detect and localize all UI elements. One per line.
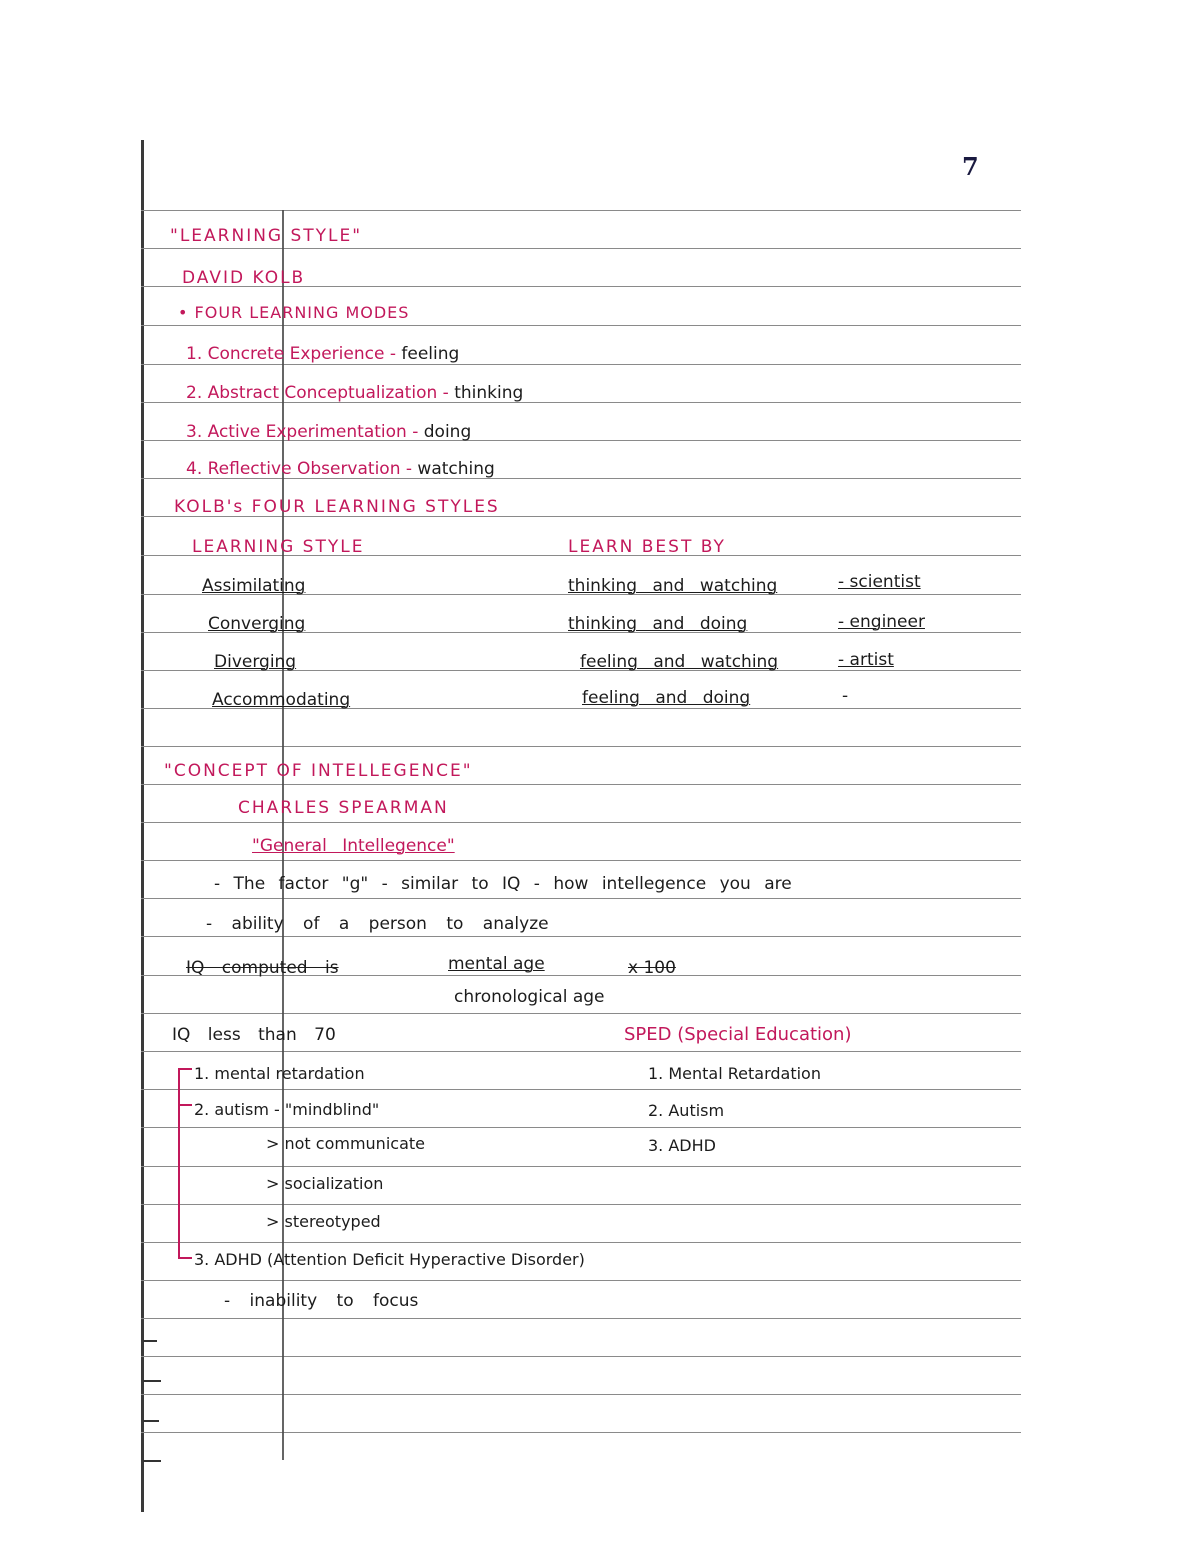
mode-value: watching bbox=[417, 459, 495, 479]
rule-line bbox=[141, 1089, 1021, 1090]
autism-trait: > not communicate bbox=[266, 1134, 425, 1153]
rule-line bbox=[141, 1166, 1021, 1167]
mode-value: feeling bbox=[401, 344, 460, 364]
style-role: - scientist bbox=[838, 572, 921, 592]
page-number: 7 bbox=[962, 152, 979, 181]
binding-mark bbox=[143, 1380, 161, 1382]
autism-trait: > stereotyped bbox=[266, 1212, 381, 1231]
sped-item: 1. Mental Retardation bbox=[648, 1064, 821, 1083]
rule-line bbox=[141, 364, 1021, 365]
mode-value: thinking bbox=[454, 383, 524, 403]
bracket-tick bbox=[178, 1257, 192, 1259]
adhd-full-name: Attention Deficit Hyperactive Disorder) bbox=[273, 1250, 585, 1269]
adhd-prefix: 3. ADHD ( bbox=[194, 1250, 274, 1269]
rule-line bbox=[141, 784, 1021, 785]
rule-line bbox=[141, 1394, 1021, 1395]
author-kolb: DAVID KOLB bbox=[182, 268, 306, 288]
rule-line bbox=[141, 1318, 1021, 1319]
mode-label: 1. Concrete Experience - bbox=[186, 344, 396, 364]
bracket-tick bbox=[178, 1068, 192, 1070]
mode-label: 3. Active Experimentation - bbox=[186, 422, 419, 442]
iq-computed-label: IQ computed is bbox=[186, 958, 339, 978]
sped-item: 2. Autism bbox=[648, 1101, 725, 1120]
rule-line bbox=[141, 248, 1021, 249]
binding-mark bbox=[143, 1340, 157, 1342]
col-header-style: LEARNING STYLE bbox=[192, 537, 365, 557]
iq-numerator: mental age bbox=[448, 954, 545, 974]
list-item-mental-retardation: 1. mental retardation bbox=[194, 1064, 365, 1083]
page-binding-edge bbox=[141, 140, 144, 1512]
col-header-best: LEARN BEST BY bbox=[568, 537, 726, 557]
rule-line bbox=[141, 1280, 1021, 1281]
mode-label: 2. Abstract Conceptualization - bbox=[186, 383, 449, 403]
bracket-tick bbox=[178, 1104, 192, 1106]
autism-trait: > socialization bbox=[266, 1174, 384, 1193]
adhd-trait: - inability to focus bbox=[224, 1291, 419, 1311]
subtitle-general-intelligence: "General Intellegence" bbox=[252, 836, 455, 856]
style-name: Accommodating bbox=[212, 690, 351, 710]
binding-mark bbox=[143, 1420, 159, 1422]
section-title-learning-style: "LEARNING STYLE" bbox=[170, 226, 363, 246]
rule-line bbox=[141, 898, 1021, 899]
rule-line bbox=[141, 1432, 1021, 1433]
rule-line bbox=[141, 1356, 1021, 1357]
style-best: thinking and watching bbox=[568, 576, 778, 596]
style-best: thinking and doing bbox=[568, 614, 748, 634]
mode-2 bbox=[186, 383, 523, 403]
rule-line bbox=[141, 325, 1021, 326]
styles-heading: KOLB's FOUR LEARNING STYLES bbox=[174, 497, 500, 517]
mode-3 bbox=[186, 422, 471, 442]
iq-less-than: IQ less than 70 bbox=[172, 1025, 336, 1045]
style-best: feeling and watching bbox=[580, 652, 779, 672]
style-best: feeling and doing bbox=[582, 688, 751, 708]
style-name: Diverging bbox=[214, 652, 297, 672]
style-role: - artist bbox=[838, 650, 894, 670]
style-role: - bbox=[842, 686, 849, 706]
iq-denominator: chronological age bbox=[454, 987, 605, 1007]
rule-line bbox=[141, 1127, 1021, 1128]
factor-g-line: - The factor "g" - similar to IQ - how intellegence you are bbox=[214, 874, 792, 894]
ability-line: - ability of a person to analyze bbox=[206, 914, 549, 934]
author-spearman: CHARLES SPEARMAN bbox=[238, 798, 449, 818]
section-title-intelligence: "CONCEPT OF INTELLEGENCE" bbox=[164, 761, 473, 781]
mode-1 bbox=[186, 344, 459, 364]
rule-line bbox=[141, 210, 1021, 211]
rule-line bbox=[141, 1242, 1021, 1243]
list-item-adhd bbox=[194, 1250, 585, 1270]
list-item-autism: 2. autism - "mindblind" bbox=[194, 1100, 380, 1119]
rule-line bbox=[141, 936, 1021, 937]
mode-4 bbox=[186, 459, 495, 479]
mode-label: 4. Reflective Observation - bbox=[186, 459, 413, 479]
rule-line bbox=[141, 822, 1021, 823]
style-name: Converging bbox=[208, 614, 306, 634]
list-bracket bbox=[178, 1068, 180, 1258]
binding-mark bbox=[143, 1460, 161, 1462]
iq-multiplier: x 100 bbox=[628, 958, 676, 978]
rule-line bbox=[141, 1051, 1021, 1052]
modes-heading: • FOUR LEARNING MODES bbox=[178, 303, 410, 322]
sped-title: SPED (Special Education) bbox=[624, 1024, 852, 1045]
sped-item: 3. ADHD bbox=[648, 1136, 716, 1155]
rule-line bbox=[141, 860, 1021, 861]
rule-line bbox=[141, 746, 1021, 747]
rule-line bbox=[141, 1013, 1021, 1014]
style-name: Assimilating bbox=[202, 576, 306, 596]
mode-value: doing bbox=[423, 422, 472, 442]
style-role: - engineer bbox=[838, 612, 925, 632]
rule-line bbox=[141, 1204, 1021, 1205]
